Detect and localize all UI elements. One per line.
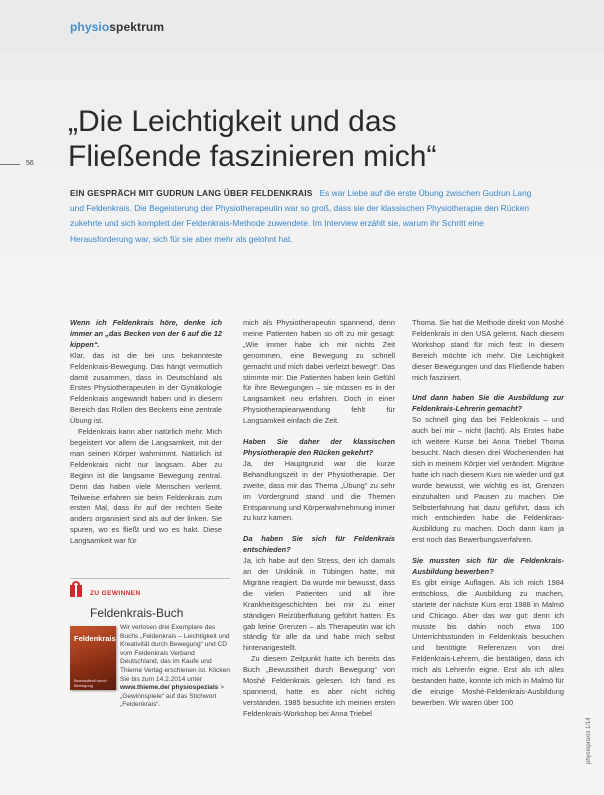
giveaway-link-path[interactable]: physiospezials: [171, 684, 219, 692]
giveaway-title: Feldenkrais-Buch: [90, 606, 184, 620]
page-number: 56: [26, 160, 34, 167]
giveaway-text: [120, 624, 232, 710]
hero-area: [0, 54, 604, 310]
article-paragraph: Es gibt einige Auflagen. Als ich mich 1984 entschloss, die Ausbildung zu machen, startete der nächste Kurs erst 1988 in Malmö und Chicago. Aber das war gut: denn ich musste bis dahin noch etwa 100 Unterrichtsstunden in Feldenkrais besuchen und benötigte Referenzen von drei Feldenkrais-Lehrern, die bestätigen, dass ich mich als Lehrer/in eigne. Erst als ich alles bestanden hatte, konnte ich mich in Malmö für die einzige Moshé-Feldenkrais-Ausbildung bewerben. Wir waren über 100: [412, 577, 564, 707]
article-column-2: [243, 318, 395, 720]
interview-question: Haben Sie daher der klassischen Physiotherapie den Rücken gekehrt?: [243, 437, 395, 457]
title-line-2: Fließende faszinieren mich“: [68, 140, 437, 173]
gift-icon: [70, 581, 82, 599]
book-cover-title: Feldenkrais: [74, 634, 116, 643]
side-footer-text: physiopraxis 1/14: [586, 717, 592, 764]
article-column-3: [412, 318, 564, 709]
article-column-1: [70, 318, 222, 547]
page-number-rule: [0, 164, 20, 165]
article-paragraph: mich als Physiotherapeutin spannend, denn meine Patienten haben so oft zu mir gesagt: „Wie immer habe ich mir nichts Zeit genommen, eine Bewegung zu schnell gemacht und mich dabei verletzt bewegt“. Das stimmte mir: Die Patienten haben kein Gefühl für ihre Bewegungen – sie müssen es in der Langsamkeit neu erfahren. Doch in einer Physiotherapieanwendung fehlt für Langsamkeit einfach die Zeit.: [243, 318, 395, 426]
interview-question: Und dann haben Sie die Ausbildung zur Feldenkrais-Lehrerin gemacht?: [412, 393, 564, 414]
giveaway-tag: ZU GEWINNEN: [90, 590, 141, 597]
lead-text: Es war Liebe auf die erste Übung zwischen Gudrun Lang und Feldenkrais. Die Begeisterung der Physiotherapeutin war so groß, dass sie der klassischen Physiotherapie den Rücken zukehrte und sich komplett der Feldenkrais-Methode zuwendete. Im Interview erzählt sie, warum ihr Schritt eine Herausforderung war, sich für sie aber mehr als gelohnt hat.: [70, 188, 532, 244]
header-bar: [0, 0, 604, 54]
article-paragraph: Ja, der Hauptgrund war die kurze Behandlungszeit in der Physiotherapie. Der zweite, dass mir das Thema „Übung“ zu sehr im Vordergrund stand und die Themen Entspannung und Körperwahrnehmung immer zu kurz kamen.: [243, 458, 395, 523]
interview-question: Sie mussten sich für die Feldenkrais-Ausbildung bewerben?: [412, 556, 564, 577]
article-paragraph: Thoma. Sie hat die Methode direkt von Moshé Feldenkrais in den USA gelernt. Nach diesem Workshop stand für mich fest: In diesem Bereich möchte ich mehr. Die Leichtigkeit dieser Bewegungen und das Fließende haben mich fasziniert.: [412, 318, 564, 382]
giveaway-tail: > „Gewinnspiele“ auf das Stichwort „Feldenkrais“.: [120, 684, 225, 709]
section-suffix: spektrum: [109, 20, 165, 34]
lead-kicker: EIN GESPRÄCH MIT GUDRUN LANG ÜBER FELDENKRAIS: [70, 188, 313, 198]
section-label: [70, 20, 164, 34]
interview-question: Da haben Sie sich für Feldenkrais entschieden?: [243, 534, 395, 555]
book-cover-subtitle: Bewusstheit durch Bewegung: [74, 678, 107, 688]
giveaway-box: [70, 578, 230, 739]
section-prefix: physio: [70, 20, 110, 34]
interview-question: Wenn ich Feldenkrais höre, denke ich immer an „das Becken von der 6 auf die 12 kippen“.: [70, 318, 222, 349]
book-cover-image: [70, 626, 116, 690]
article-paragraph: So schnell ging das bei Feldenkrais – und auch bei mir – nicht (lacht). Als Erstes habe ich weitere Kurse bei Anna Triebel Thoma besucht. Nach diesen drei Wochenenden hat sich in meinem Körper viel verändert. Migräne hatte ich nach diesem Kurs nie wieder und gut wurde bewusst, wie wichtig es ist, Grenzen einzuhalten und Pausen zu machen. Die Selbsterfahrung hat dazu geführt, dass ich mich entschieden habe die Feldenkrais-Ausbildung zu machen. Doch dann kam ja erst noch das Bewerbungsverfahren.: [412, 415, 564, 545]
article-paragraph: Ja, ich habe auf den Stress, den ich damals an der Uniklinik in Tübingen hatte, mit Migräne reagiert. Da wurde mir bewusst, dass die vielen Patienten und all ihre Krankheitsgeschichten bei mir zu einer ständigen Reizüberflutung geführt hatten. Es gab keine Grenzen – als Therapeutin war ich ständig für alle da und habe mich selbst hintenangestellt.: [243, 556, 395, 653]
article-paragraph: Feldenkrais kann aber natürlich mehr. Mich begeistert vor allem die Langsamkeit, mit der man seinen Körper wahrnimmt. Natürlich ist Feldenkrais nicht nur langsam. Aber zu Beginn ist die langsame Bewegung zentral. Denn das haben viele Menschen verlernt. Teilweise erfahren sie beim Feldenkrais zum ersten Mal, dass ihr auf der rechten Seite anders organisiert sind als auf der linken. Sie spuren, wo es fließt und wo es hakt. Diese Langsamkeit war für: [70, 427, 222, 546]
page-title: [68, 104, 548, 174]
giveaway-link[interactable]: www.thieme.de/: [120, 684, 170, 692]
article-paragraph: Klar, das ist die bei uns bekannteste Feldenkrais-Bewegung. Das hängt vermutlich damit zusammen, dass in Deutschland als Erstes Physiotherapeuten in der Gynäkologie Feldenkrais angewandt haben und in diesem Bereich das Rollen des Beckens eine zentrale Übung ist.: [70, 350, 222, 426]
giveaway-body: Wir verlosen drei Exemplare des Buchs „Feldenkrais – Leichtigkeit und Kreativität durch Bewegung“ und CD vom Feldenkrais Verband Deutschland, das im Kaufe und Thieme Verlag erschienen ist. Klicken Sie bis zum 14.2.2014 unter: [120, 624, 230, 683]
article-paragraph: Zu diesem Zeitpunkt hatte ich bereits das Buch „Bewusstheit durch Bewegung“ von Moshé Feldenkrais gelesen. Ich fand es spannend, hatte es aber nicht richtig verstanden. 1985 besuchte ich meinen ersten Feldenkrais-Workshop bei Anna Triebel: [243, 654, 395, 718]
title-line-1: „Die Leichtigkeit und das: [68, 105, 397, 138]
side-footer: [582, 700, 594, 770]
lead-paragraph: [70, 186, 540, 247]
